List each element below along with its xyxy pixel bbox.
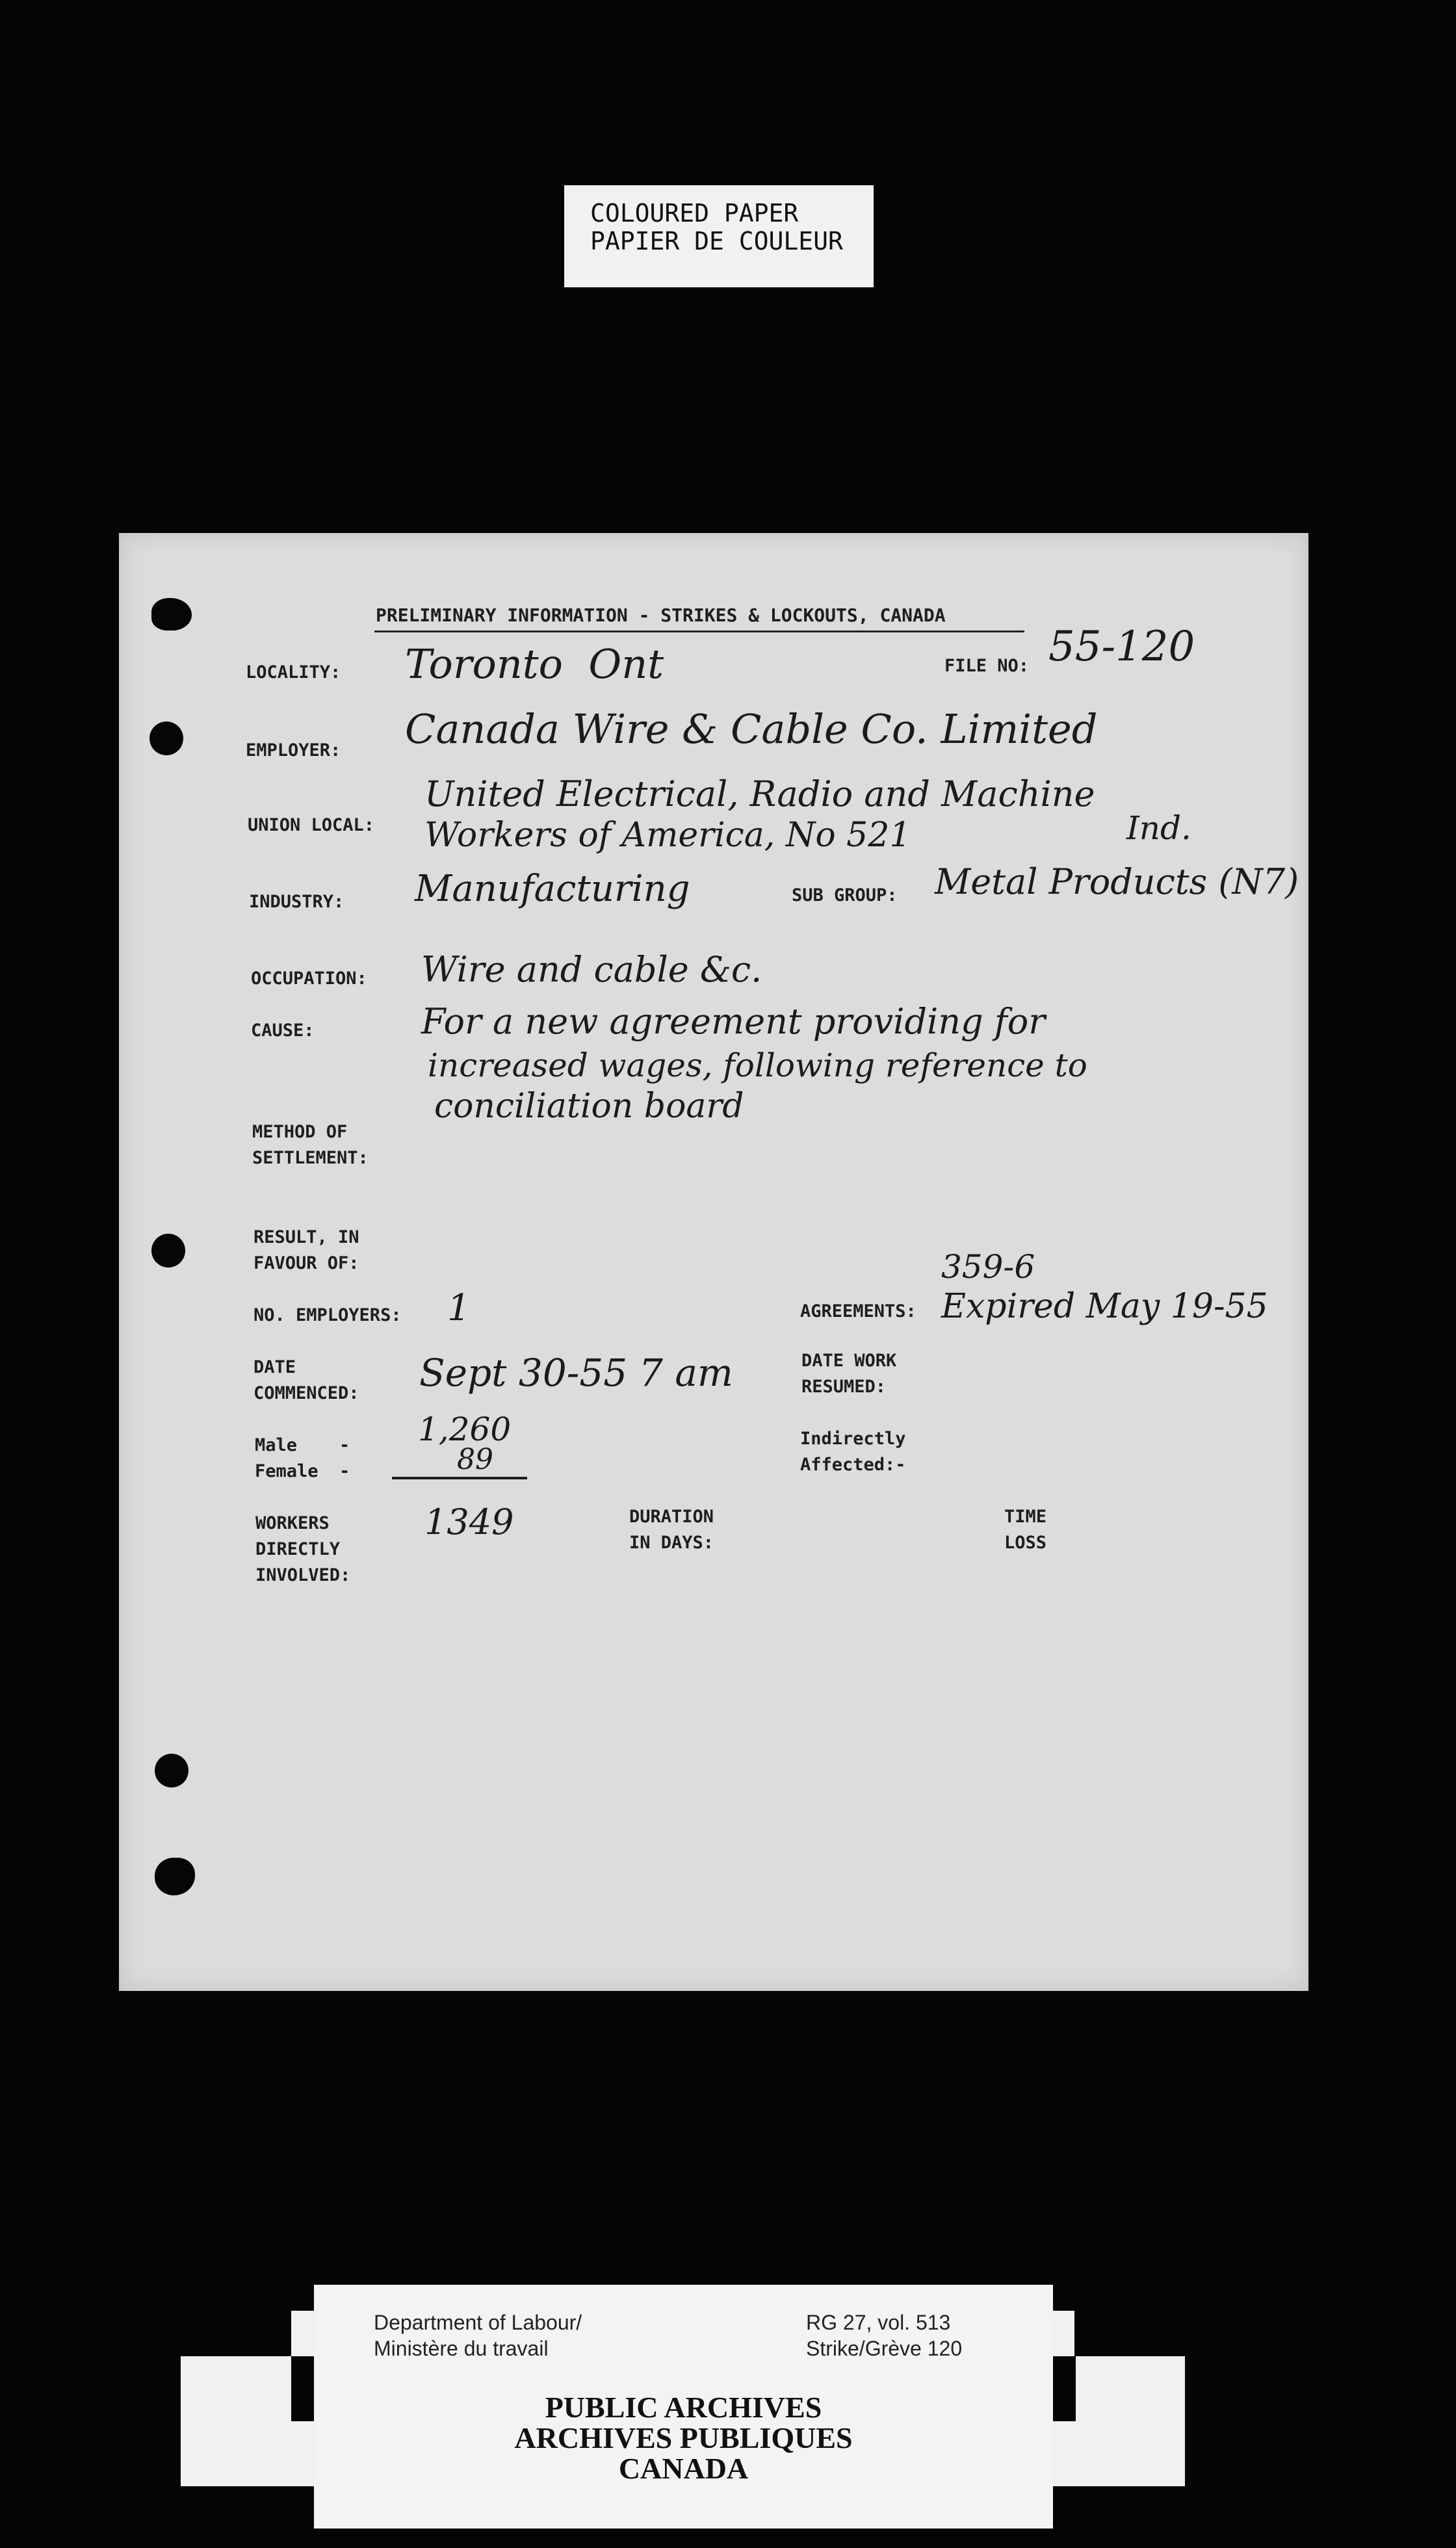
stamp-title-2: ARCHIVES PUBLIQUES (514, 2421, 853, 2454)
handwritten-locality: Toronto Ont (405, 640, 664, 688)
handwritten-date-commenced: Sept 30-55 (419, 1351, 628, 1395)
stamp-notch-left (181, 2311, 291, 2356)
handwritten-union-line-1: United Electrical, Radio and Machine (424, 774, 1095, 814)
male-female-total-line (392, 1477, 527, 1479)
label-workers-3: INVOLVED: (255, 1565, 351, 1585)
handwritten-agreements-note: Expired May 19-55 (941, 1287, 1268, 1326)
label-locality: LOCALITY: (246, 662, 341, 682)
punch-hole-top-blot (151, 598, 192, 630)
stamp-ref-vol: RG 27, vol. 513 (806, 2311, 951, 2334)
handwritten-no-employers: 1 (447, 1287, 471, 1329)
handwritten-sub-group: Metal Products (N7) (935, 861, 1299, 902)
stamp-title-3: CANADA (618, 2452, 749, 2485)
label-method-2: SETTLEMENT: (252, 1148, 369, 1168)
handwritten-date-commenced-note: 7 am (639, 1351, 733, 1395)
form-sheet (119, 533, 1308, 1991)
form-heading: PRELIMINARY INFORMATION - STRIKES & LOCKOUTS, CANADA (376, 604, 946, 626)
label-no-employers: NO. EMPLOYERS: (254, 1305, 402, 1325)
stamp-dept-en: Department of Labour/ (374, 2311, 582, 2334)
punch-hole (150, 722, 183, 755)
handwritten-cause-line-3: conciliation board (434, 1087, 744, 1126)
label-duration-1: DURATION (629, 1507, 714, 1527)
label-industry: INDUSTRY: (249, 892, 344, 912)
label-workers-2: DIRECTLY (255, 1539, 341, 1559)
handwritten-union-line-2: Workers of America, No 521 (424, 816, 911, 855)
stamp-dept-fr: Ministère du travail (374, 2337, 549, 2360)
card-line-2: PAPIER DE COULEUR (590, 227, 843, 255)
handwritten-female: 89 (457, 1443, 493, 1476)
label-indirectly-1: Indirectly (800, 1429, 906, 1449)
heading-underline (374, 630, 1024, 632)
handwritten-file-no: 55-120 (1048, 623, 1195, 671)
stamp-ref-strike: Strike/Grève 120 (806, 2337, 963, 2360)
handwritten-male: 1,260 (418, 1410, 512, 1448)
label-cause: CAUSE: (251, 1020, 315, 1041)
label-workers-1: WORKERS (255, 1513, 330, 1533)
label-agreements: AGREEMENTS: (800, 1301, 916, 1321)
handwritten-workers: 1349 (424, 1502, 514, 1542)
label-time-2: LOSS (1004, 1533, 1047, 1553)
punch-hole (155, 1754, 188, 1788)
label-date-1: DATE (254, 1357, 296, 1377)
label-male: Male - (255, 1435, 350, 1455)
label-file-no: FILE NO: (944, 656, 1030, 676)
handwritten-industry: Manufacturing (415, 868, 690, 910)
handwritten-cause-line-1: For a new agreement providing for (421, 1001, 1046, 1042)
label-occupation: OCCUPATION: (251, 968, 367, 989)
stamp-title-1: PUBLIC ARCHIVES (545, 2391, 822, 2424)
handwritten-occupation: Wire and cable &c. (421, 949, 762, 990)
label-date-work-2: RESUMED: (801, 1377, 887, 1397)
label-indirectly-2: Affected:- (800, 1455, 906, 1475)
archive-stamp (314, 2285, 1053, 2528)
label-female: Female - (255, 1461, 350, 1481)
punch-hole-bottom-blot (155, 1858, 195, 1895)
handwritten-cause-line-2: increased wages, following reference to (428, 1046, 1087, 1084)
label-result-2: FAVOUR OF: (254, 1253, 359, 1273)
coloured-paper-card (564, 185, 874, 287)
label-duration-2: IN DAYS: (629, 1533, 714, 1553)
label-union-local: UNION LOCAL: (248, 815, 375, 835)
label-date-work-1: DATE WORK (801, 1351, 897, 1371)
stamp-notch-right (1074, 2311, 1185, 2356)
label-method-1: METHOD OF (252, 1122, 348, 1142)
label-date-2: COMMENCED: (254, 1383, 359, 1403)
punch-hole (151, 1234, 185, 1268)
label-result-1: RESULT, IN (254, 1227, 359, 1247)
handwritten-employer: Canada Wire & Cable Co. Limited (405, 705, 1098, 753)
stamp-notch-left-lower (291, 2356, 314, 2421)
card-line-1: COLOURED PAPER (590, 199, 799, 228)
handwritten-agreements-number: 359-6 (941, 1248, 1035, 1286)
label-employer: EMPLOYER: (246, 740, 341, 760)
label-time-1: TIME (1004, 1507, 1047, 1527)
stamp-notch-right-lower (1053, 2356, 1076, 2421)
label-sub-group: SUB GROUP: (792, 885, 898, 905)
handwritten-union-ind: Ind. (1126, 809, 1191, 847)
